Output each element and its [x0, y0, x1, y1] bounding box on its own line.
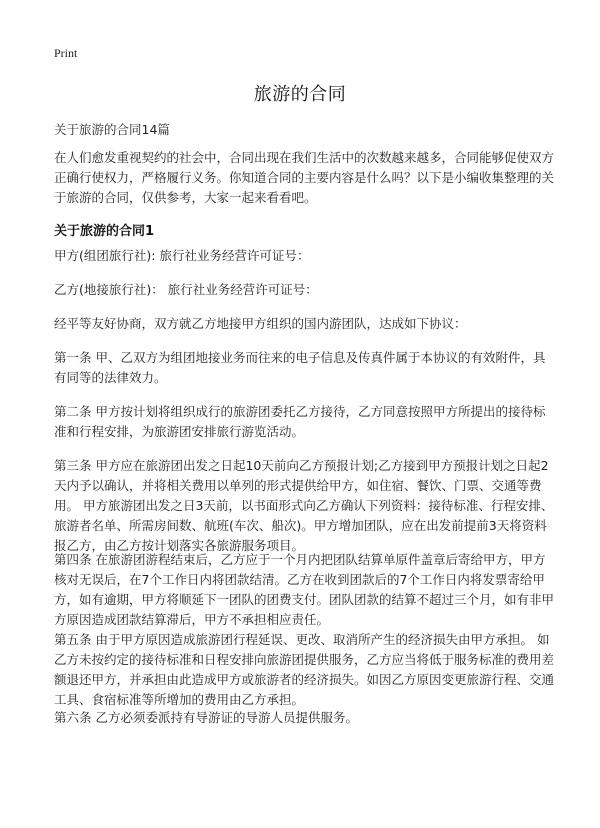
party-a-line: 甲方(组团旅行社): 旅行社业务经营许可证号： — [54, 248, 310, 263]
document-subtitle: 关于旅游的合同14篇 — [54, 122, 170, 137]
article-6: 第六条 乙方必须委派持有导游证的导游人员提供服务。 — [54, 710, 358, 725]
article-3: 第三条 甲方应在旅游团出发之日起10天前向乙方预报计划;乙方接到甲方预报计划之日起2天内予以确认，并将相关费用以单列的形式提供给甲方，如住宿、餐饮、门票、交通等费用。 甲方旅游团出发之日3天前，以书面形式向乙方确认下列资料：接待标准、行程安排、旅游者名单、所需房间数、航班(车次、船次)。甲方增加团队，应在出发前提前3天将资料报乙方，由乙方按计划落实各旅游服务项目。 — [54, 458, 554, 553]
preamble-paragraph: 经平等友好协商，双方就乙方地接甲方组织的国内游团队，达成如下协议： — [54, 316, 467, 331]
document-title: 旅游的合同 — [253, 84, 347, 105]
article-1: 第一条 甲、乙双方为组团地接业务而往来的电子信息及传真件属于本协议的有效附件，具有同等的法律效力。 — [54, 350, 546, 385]
article-4: 第四条 在旅游团游程结束后，乙方应于一个月内把团队结算单原件盖章后寄给甲方，甲方核对无误后，在7个工作日内将团款结清。乙方在收到团款后的7个工作日内将发票寄给甲方，如有逾期，甲方将顺延下一团队的团费支付。团队团款的结算不超过三个月，如有非甲方原因造成团款结算滞后，甲方不承担相应责任。 — [54, 552, 555, 627]
intro-paragraph: 在人们愈发重视契约的社会中，合同出现在我们生活中的次数越来越多，合同能够促使双方正确行使权力，严格履行义务。你知道合同的主要内容是什么吗？以下是小编收集整理的关于旅游的合同，仅供参考，大家一起来看看吧。 — [54, 150, 555, 205]
article-2: 第二条 甲方按计划将组织成行的旅游团委托乙方接待，乙方同意按照甲方所提出的接待标准和行程安排，为旅游团安排旅行游览活动。 — [54, 404, 546, 439]
print-label: Print — [54, 46, 78, 60]
section-heading: 关于旅游的合同1 — [54, 224, 155, 239]
party-b-line: 乙方(地接旅行社)： 旅行社业务经营许可证号： — [54, 282, 318, 297]
article-5: 第五条 由于甲方原因造成旅游团行程延误、更改、取消所产生的经济损失由甲方承担。 如乙方未按约定的接待标准和日程安排向旅游团提供服务，乙方应当将低于服务标准的费用差额退还甲方，并承担由此造成甲方或旅游者的经济损失。如因乙方原因变更旅游行程、交通工具、食宿标准等所增加的费用由乙方承担。 — [54, 632, 555, 707]
